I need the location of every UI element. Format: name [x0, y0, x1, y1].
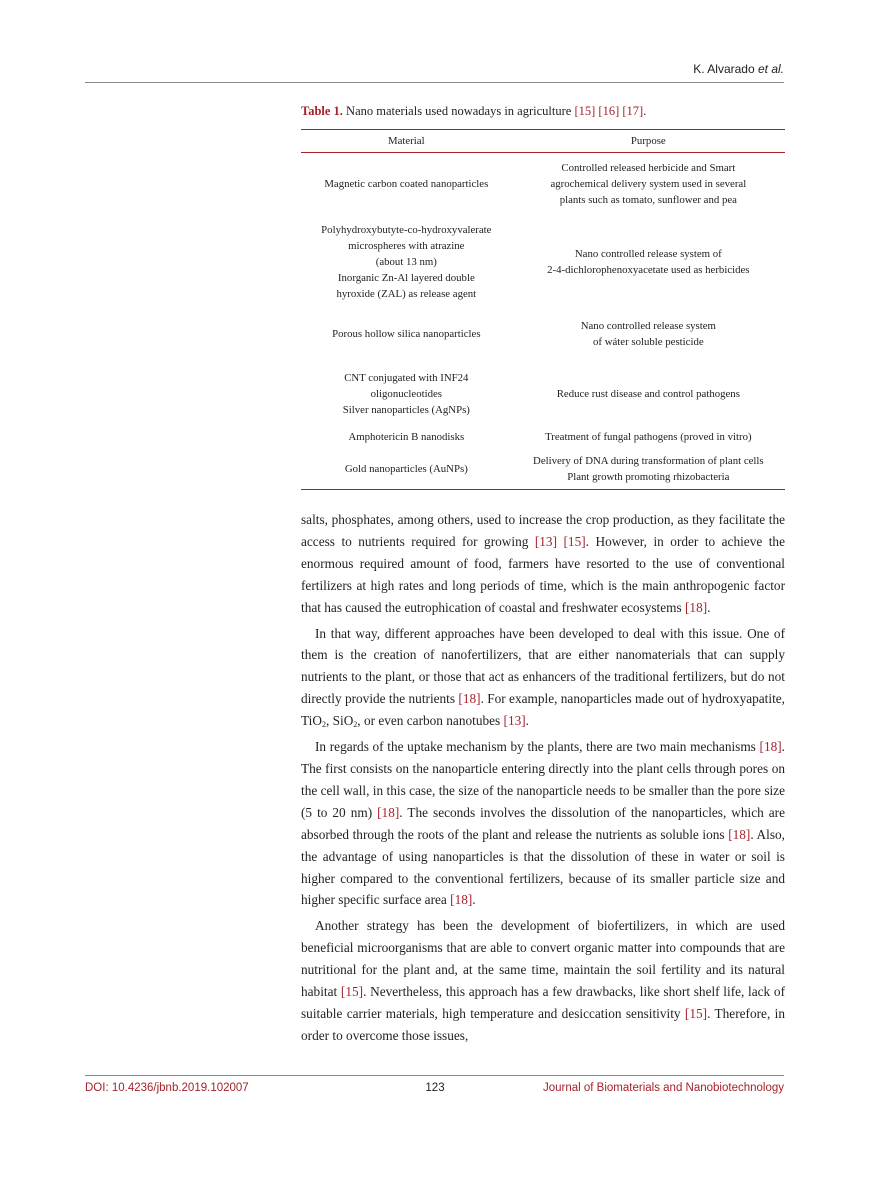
material-cell-line: Inorganic Zn-Al layered double — [337, 272, 475, 284]
table-label: Table 1. — [301, 104, 343, 118]
table-row — [301, 449, 785, 490]
text-run: , SiO — [325, 713, 354, 729]
citation-link[interactable]: [13] — [534, 533, 558, 549]
doi-link[interactable]: DOI: 10.4236/jbnb.2019.102007 — [85, 1082, 249, 1094]
text-run: . The seconds involves the dissolution of the nanoparticles, which are absorbed through the roots of the plant and release the nutrients as soluble ions — [301, 804, 786, 842]
purpose-cell-line: agrochemical delivery system used in several — [550, 178, 747, 190]
material-cell-line: CNT conjugated with INF24 — [344, 372, 469, 384]
material-cell — [301, 309, 512, 359]
purpose-cell — [512, 309, 785, 359]
table-body — [301, 153, 785, 490]
table-row — [301, 309, 785, 359]
table-row — [301, 359, 785, 425]
material-cell-line: hyroxide (ZAL) as release agent — [336, 288, 477, 300]
text-run: . — [707, 599, 711, 615]
purpose-cell-line: Delivery of DNA during transformation of plant cells — [533, 455, 764, 467]
text-run: . For example, nanoparticles made out of hydroxyapatite, TiO — [301, 691, 785, 729]
material-cell-line: (about 13 nm) — [375, 256, 437, 268]
purpose-cell-line: Treatment of fungal pathogens (proved in vitro) — [545, 431, 752, 443]
purpose-cell — [512, 215, 785, 309]
text-run: In regards of the uptake mechanism by the plants, there are two main mechanisms — [315, 739, 760, 755]
column-header-material: Material — [301, 130, 512, 153]
table-row — [301, 215, 785, 309]
footer-rule — [85, 1075, 784, 1076]
page-number: 123 — [425, 1082, 445, 1094]
citation-link[interactable]: [15] — [684, 1005, 708, 1021]
text-run: Another strategy has been the development of biofertilizers, in which are used beneficial microorganisms that are able to convert organic matter into compounds that are nutritional for the plant and, at the same time, maintain the soil fertility and its natural habitat — [301, 918, 785, 1000]
purpose-cell — [512, 359, 785, 425]
header-rule — [85, 82, 784, 83]
purpose-cell — [512, 425, 785, 449]
text-run: . Also, the advantage of using nanoparticles is that the dissolution of these in water or soil is higher compared to the conventional fertilizers, because of its smaller particle size and higher specific surface area — [301, 826, 786, 908]
material-cell-line: microspheres with atrazine — [348, 240, 465, 252]
text-run: . However, in order to achieve the enormous required amount of food, farmers have resorted to the use of conventional fertilizers at high rates and long periods of time, which is the main anthropogenic factor that has caused the eutrophication of coastal and freshwater ecosystems — [301, 533, 785, 615]
purpose-cell-line: Reduce rust disease and control pathogens — [556, 388, 740, 400]
citation-link[interactable]: [15] — [574, 104, 596, 118]
text-run: salts, phosphates, among others, used to increase the crop production, as they facilitate the access to nutrients required for growing — [301, 512, 785, 549]
paragraph — [301, 623, 785, 733]
purpose-cell-line: Nano controlled release system of — [574, 248, 722, 260]
citation-link[interactable]: [13] — [503, 713, 526, 729]
paragraph — [301, 736, 785, 911]
material-cell-line: Gold nanoparticles (AuNPs) — [344, 463, 468, 475]
material-cell-line: Amphotericin B nanodisks — [348, 431, 465, 443]
material-cell — [301, 153, 512, 216]
purpose-cell-line: Controlled released herbicide and Smart — [561, 162, 736, 174]
column-header-purpose: Purpose — [512, 130, 785, 153]
material-cell — [301, 425, 512, 449]
body-text — [301, 509, 785, 1047]
running-head-author: K. Alvarado — [693, 62, 755, 76]
material-cell — [301, 359, 512, 425]
citation-link[interactable]: [18] — [728, 826, 751, 842]
purpose-cell — [512, 449, 785, 490]
purpose-cell-line: 2-4-dichlorophenoxyacetate used as herbicides — [547, 264, 750, 276]
paragraph — [301, 915, 785, 1046]
paragraph — [301, 509, 785, 619]
text-run: . — [472, 892, 476, 908]
text-run: . Nevertheless, this approach has a few drawbacks, like short shelf life, lack of suitable carrier materials, high temperature and desiccation sensitivity — [301, 984, 785, 1021]
material-cell-line: oligonucleotides — [370, 388, 443, 400]
subscript: 2 — [353, 720, 358, 730]
table-caption-text: Nano materials used nowadays in agriculture — [342, 104, 575, 118]
citation-link[interactable]: [18] — [458, 691, 481, 707]
purpose-cell-line: Plant growth promoting rhizobacteria — [567, 471, 730, 483]
journal-link[interactable]: Journal of Biomaterials and Nanobiotechnology — [542, 1082, 784, 1094]
citation-link[interactable]: [15] — [563, 533, 586, 549]
material-cell-line: Porous hollow silica nanoparticles — [332, 328, 481, 340]
subscript: 2 — [321, 720, 326, 730]
running-head-et-al: et al. — [757, 62, 784, 76]
material-cell — [301, 449, 512, 490]
material-cell — [301, 215, 512, 309]
purpose-cell — [512, 153, 785, 216]
citation-link[interactable]: [18] — [377, 804, 400, 820]
table-header-row — [301, 130, 785, 153]
citation-link[interactable]: [15] — [340, 984, 364, 1000]
table-row — [301, 153, 785, 216]
citation-link[interactable]: [18] — [685, 599, 708, 615]
table-row — [301, 425, 785, 449]
material-cell-line: Magnetic carbon coated nanoparticles — [324, 178, 489, 190]
purpose-cell-line: plants such as tomato, sunflower and pea — [559, 194, 737, 206]
material-cell-line: Silver nanoparticles (AgNPs) — [342, 404, 470, 416]
citation-link[interactable]: [16] — [598, 104, 620, 118]
purpose-cell-line: Nano controlled release system — [580, 320, 716, 332]
text-run: . The first consists on the nanoparticle entering directly into the plant cells through pores on the cell wall, in this case, the size of the nanoparticle needs to be smaller than the pore size (5 to 20 nm) — [301, 739, 785, 820]
footer — [85, 1082, 784, 1098]
main-content — [301, 104, 785, 1047]
table-caption: Table 1. Nano materials used nowadays in agriculture [15] [16] [17]. — [301, 104, 647, 118]
text-run: In that way, different approaches have been developed to deal with this issue. One of them is the creation of nanofertilizers, that are either nanomaterials that can supply nutrients to the plant, or those that act as enhancers of the traditional fertilizers, but do not directly provide the nutrients — [301, 625, 785, 707]
material-cell-line: Polyhydroxybutyte-co-hydroxyvalerate — [321, 224, 492, 236]
text-run: . Therefore, in order to overcome those issues, — [301, 1005, 785, 1043]
materials-table — [301, 129, 785, 490]
citation-link[interactable]: [18] — [450, 892, 473, 908]
running-head — [693, 62, 784, 76]
citation-link[interactable]: [17] — [622, 104, 644, 118]
text-run: , or even carbon nanotubes — [357, 713, 504, 729]
citation-link[interactable]: [18] — [759, 739, 782, 755]
purpose-cell-line: of wáter soluble pesticide — [593, 336, 704, 348]
text-run: . — [525, 713, 529, 729]
